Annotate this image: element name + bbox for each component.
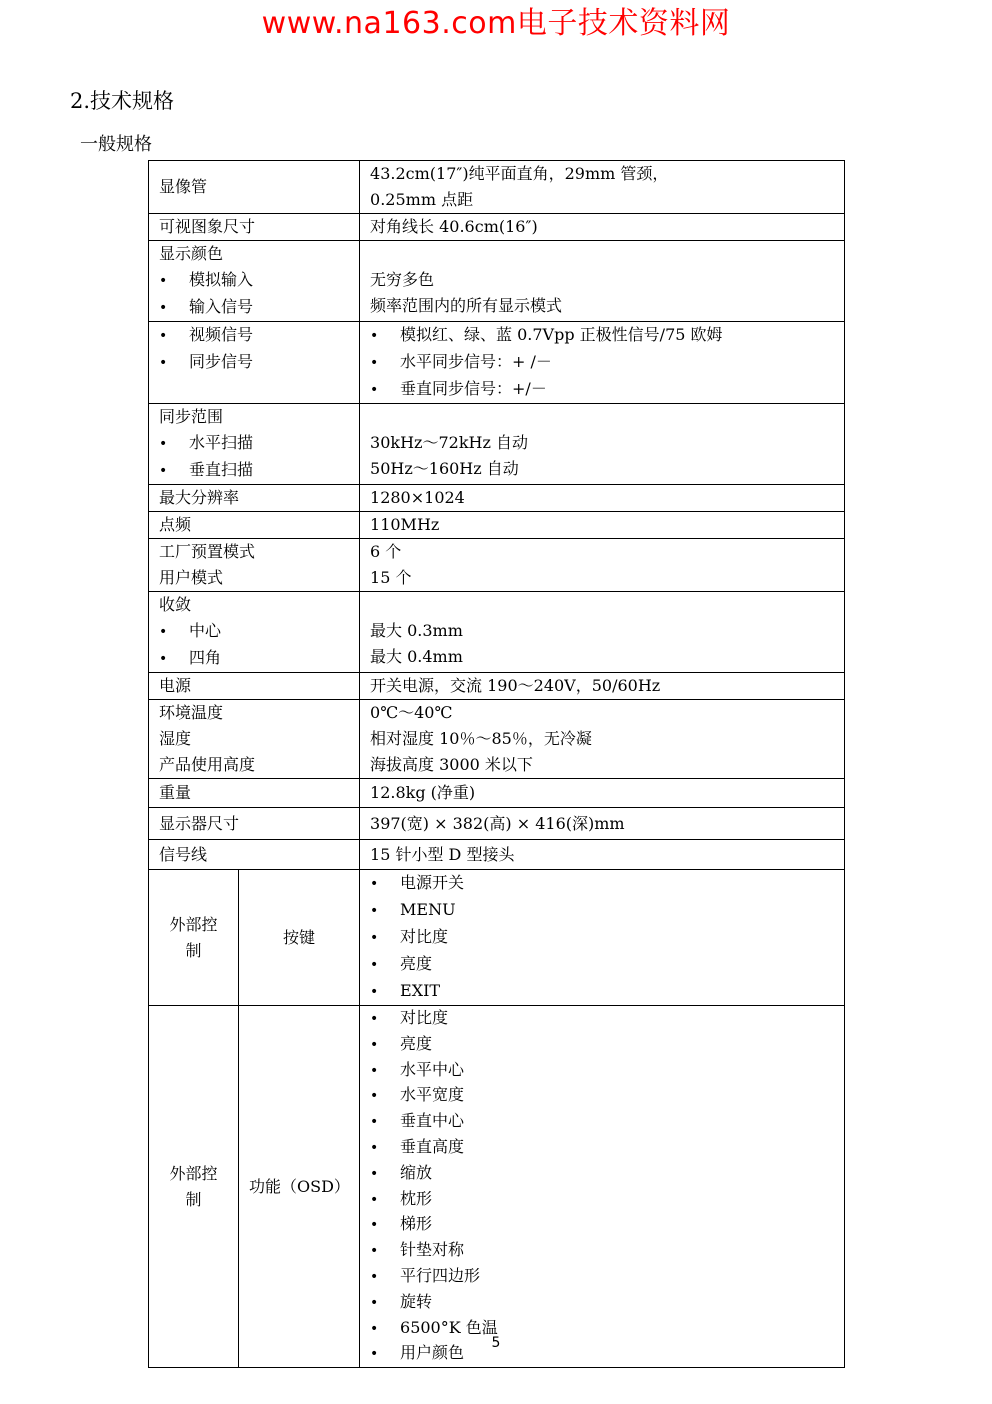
- row-ext-osd: [149, 1006, 845, 1368]
- label-environment: [149, 700, 360, 779]
- osd-item: • 对比度: [370, 1006, 834, 1032]
- osd-item: • 用户颜色: [370, 1341, 834, 1367]
- osd-item: • 梯形: [370, 1212, 834, 1238]
- value-display-color: [360, 241, 845, 322]
- label-text: 环境温度: [159, 703, 224, 722]
- label-weight: 重量: [149, 779, 360, 808]
- row-sync-range: [149, 404, 845, 485]
- value-power: 开关电源，交流 190～240V，50/60Hz: [360, 673, 845, 700]
- value-keys: [360, 870, 845, 1006]
- osd-item: • 6500°K 色温: [370, 1316, 834, 1342]
- label-text: 湿度: [159, 729, 192, 748]
- label-signal: [149, 322, 360, 404]
- label-item: • 水平扫描: [159, 430, 349, 457]
- value-environment: [360, 700, 845, 779]
- value-line: 海拔高度 3000 米以下: [370, 755, 533, 774]
- osd-item: • 垂直中心: [370, 1109, 834, 1135]
- site-banner: www.na163.com电子技术资料网: [261, 6, 731, 41]
- osd-item: • 平行四边形: [370, 1264, 834, 1290]
- value-item: • 垂直同步信号：+/－: [370, 376, 834, 403]
- osd-item: • 旋转: [370, 1290, 834, 1316]
- row-crt: [149, 161, 845, 214]
- value-line: 0.25mm 点距: [370, 190, 474, 209]
- value-weight: 12.8kg (净重): [360, 779, 845, 808]
- label-item: • 中心: [159, 618, 349, 645]
- value-modes: [360, 539, 845, 592]
- value-convergence: [360, 592, 845, 673]
- label-ext-control-keys: [149, 870, 239, 1006]
- label-text: 产品使用高度: [159, 755, 256, 774]
- value-max-resolution: 1280×1024: [360, 485, 845, 512]
- row-ext-keys: [149, 870, 845, 1006]
- label-item: • 垂直扫描: [159, 457, 349, 484]
- label-keys: 按键: [239, 870, 360, 1006]
- label-text: 收敛: [159, 595, 192, 614]
- row-convergence: [149, 592, 845, 673]
- osd-item: • 针垫对称: [370, 1238, 834, 1264]
- value-line: 无穷多色: [370, 270, 435, 289]
- value-line: 最大 0.3mm: [370, 621, 463, 640]
- value-signal: [360, 322, 845, 404]
- label-max-resolution: 最大分辨率: [149, 485, 360, 512]
- label-item: • 模拟输入: [159, 267, 349, 294]
- label-dimensions: 显示器尺寸: [149, 808, 360, 840]
- label-display-color: [149, 241, 360, 322]
- label-item: • 输入信号: [159, 294, 349, 321]
- row-visible-size: [149, 214, 845, 241]
- value-signal-cable: 15 针小型 D 型接头: [360, 840, 845, 870]
- label-power: 电源: [149, 673, 360, 700]
- key-item: • 电源开关: [370, 870, 834, 897]
- subsection-title: 一般规格: [80, 134, 152, 155]
- row-weight: [149, 779, 845, 808]
- section-title: 2.技术规格: [70, 89, 175, 113]
- value-line: 50Hz～160Hz 自动: [370, 459, 519, 478]
- label-sync-range: [149, 404, 360, 485]
- spec-table: [148, 160, 845, 1368]
- value-line: 0℃～40℃: [370, 703, 453, 722]
- key-item: • 对比度: [370, 924, 834, 951]
- row-dot-clock: [149, 512, 845, 539]
- value-item: • 模拟红、绿、蓝 0.7Vpp 正极性信号/75 欧姆: [370, 322, 834, 349]
- value-item: • 水平同步信号：+ /－: [370, 349, 834, 376]
- label-item: • 视频信号: [159, 322, 349, 349]
- row-power: [149, 673, 845, 700]
- label-modes: [149, 539, 360, 592]
- value-line: 6 个: [370, 542, 402, 561]
- value-line: 最大 0.4mm: [370, 647, 463, 666]
- value-dimensions: 397(宽) × 382(高) × 416(深)mm: [360, 808, 845, 840]
- row-signal-cable: [149, 840, 845, 870]
- label-item: • 四角: [159, 645, 349, 672]
- label-text: 工厂预置模式: [159, 542, 256, 561]
- row-signal: [149, 322, 845, 404]
- label-dot-clock: 点频: [149, 512, 360, 539]
- value-crt: [360, 161, 845, 214]
- label-text: 制: [185, 940, 202, 960]
- key-item: • 亮度: [370, 951, 834, 978]
- osd-item: • 水平宽度: [370, 1083, 834, 1109]
- value-line: 30kHz～72kHz 自动: [370, 433, 528, 452]
- label-text: 用户模式: [159, 568, 224, 587]
- key-item: • MENU: [370, 897, 834, 924]
- row-environment: [149, 700, 845, 779]
- label-text: 同步范围: [159, 407, 224, 426]
- osd-item: • 垂直高度: [370, 1135, 834, 1161]
- label-ext-control-osd: [149, 1006, 239, 1368]
- label-text: 显示颜色: [159, 244, 224, 263]
- label-signal-cable: 信号线: [149, 840, 360, 870]
- row-dimensions: [149, 808, 845, 840]
- value-line: 15 个: [370, 568, 412, 587]
- value-visible-size: 对角线长 40.6cm(16″): [360, 214, 845, 241]
- value-osd: [360, 1006, 845, 1368]
- value-dot-clock: 110MHz: [360, 512, 845, 539]
- label-text: 制: [185, 1189, 202, 1209]
- label-convergence: [149, 592, 360, 673]
- value-line: 频率范围内的所有显示模式: [370, 296, 563, 315]
- row-max-resolution: [149, 485, 845, 512]
- osd-item: • 枕形: [370, 1187, 834, 1213]
- key-item: • EXIT: [370, 978, 834, 1005]
- label-item: • 同步信号: [159, 349, 349, 376]
- value-line: 43.2cm(17″)纯平面直角，29mm 管颈，: [370, 164, 669, 183]
- label-text: 外部控: [169, 914, 218, 934]
- osd-item: • 缩放: [370, 1161, 834, 1187]
- value-line: 相对湿度 10％～85％，无冷凝: [370, 729, 592, 748]
- osd-item: • 亮度: [370, 1032, 834, 1058]
- page-number: 5: [491, 1335, 501, 1351]
- label-visible-size: 可视图象尺寸: [149, 214, 360, 241]
- value-sync-range: [360, 404, 845, 485]
- label-osd: 功能（OSD）: [239, 1006, 360, 1368]
- osd-item: • 水平中心: [370, 1058, 834, 1084]
- label-crt: 显像管: [149, 161, 360, 214]
- row-display-color: [149, 241, 845, 322]
- row-modes: [149, 539, 845, 592]
- label-text: 外部控: [169, 1163, 218, 1183]
